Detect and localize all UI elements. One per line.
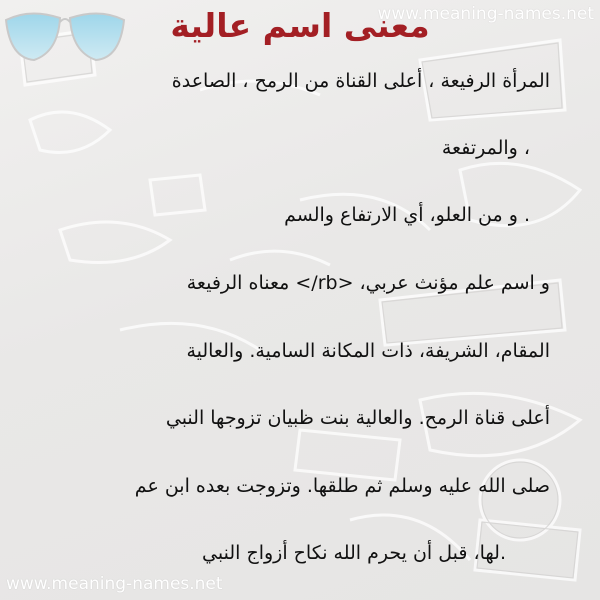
watermark-bottom: www.meaning-names.net bbox=[6, 574, 223, 594]
text-line: المقام، الشريفة، ذات المكانة السامية. والعالية bbox=[186, 340, 550, 362]
text-line: ، والمرتفعة bbox=[441, 137, 530, 159]
text-line: . و من العلو، أي الارتفاع والسم bbox=[284, 204, 530, 226]
text-line: أعلى قناة الرمح. والعالية بنت ظبيان تزوجها النبي bbox=[165, 407, 550, 429]
page-title: معنى اسم عالية bbox=[170, 6, 430, 45]
meaning-text bbox=[40, 0, 550, 600]
text-line: .لها، قبل أن يحرم الله نكاح أزواج النبي bbox=[202, 542, 506, 564]
text-line: و اسم علم مؤنث عربي، <rb/> معناه الرفيعة bbox=[186, 272, 550, 294]
text-line: صلى الله عليه وسلم ثم طلقها. وتزوجت بعده ابن عم bbox=[134, 475, 550, 497]
watermark-top: www.meaning-names.net bbox=[377, 4, 594, 24]
text-line: المرأة الرفيعة ، أعلى القناة من الرمح ، الصاعدة bbox=[171, 70, 550, 92]
